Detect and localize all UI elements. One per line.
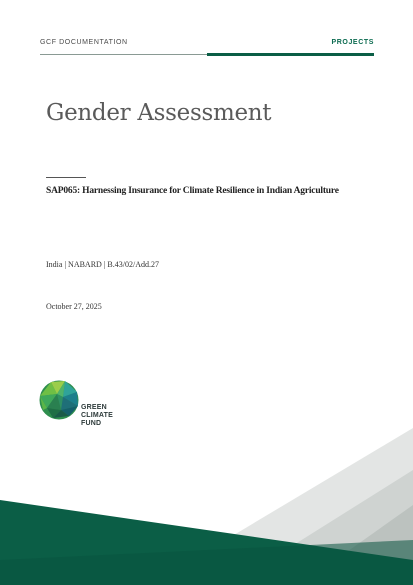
document-meta: India | NABARD | B.43/02/Add.27: [46, 260, 159, 269]
document-title: Gender Assessment: [46, 100, 272, 126]
document-subtitle: SAP065: Harnessing Insurance for Climate Resilience in Indian Agriculture: [46, 186, 339, 196]
logo-line: FUND: [81, 420, 102, 427]
header-doc-type: GCF DOCUMENTATION: [40, 39, 128, 46]
document-date: October 27, 2025: [46, 302, 102, 311]
logo-line: CLIMATE: [81, 412, 113, 419]
logo-line: GREEN: [81, 404, 107, 411]
header-category: PROJECTS: [331, 39, 374, 46]
